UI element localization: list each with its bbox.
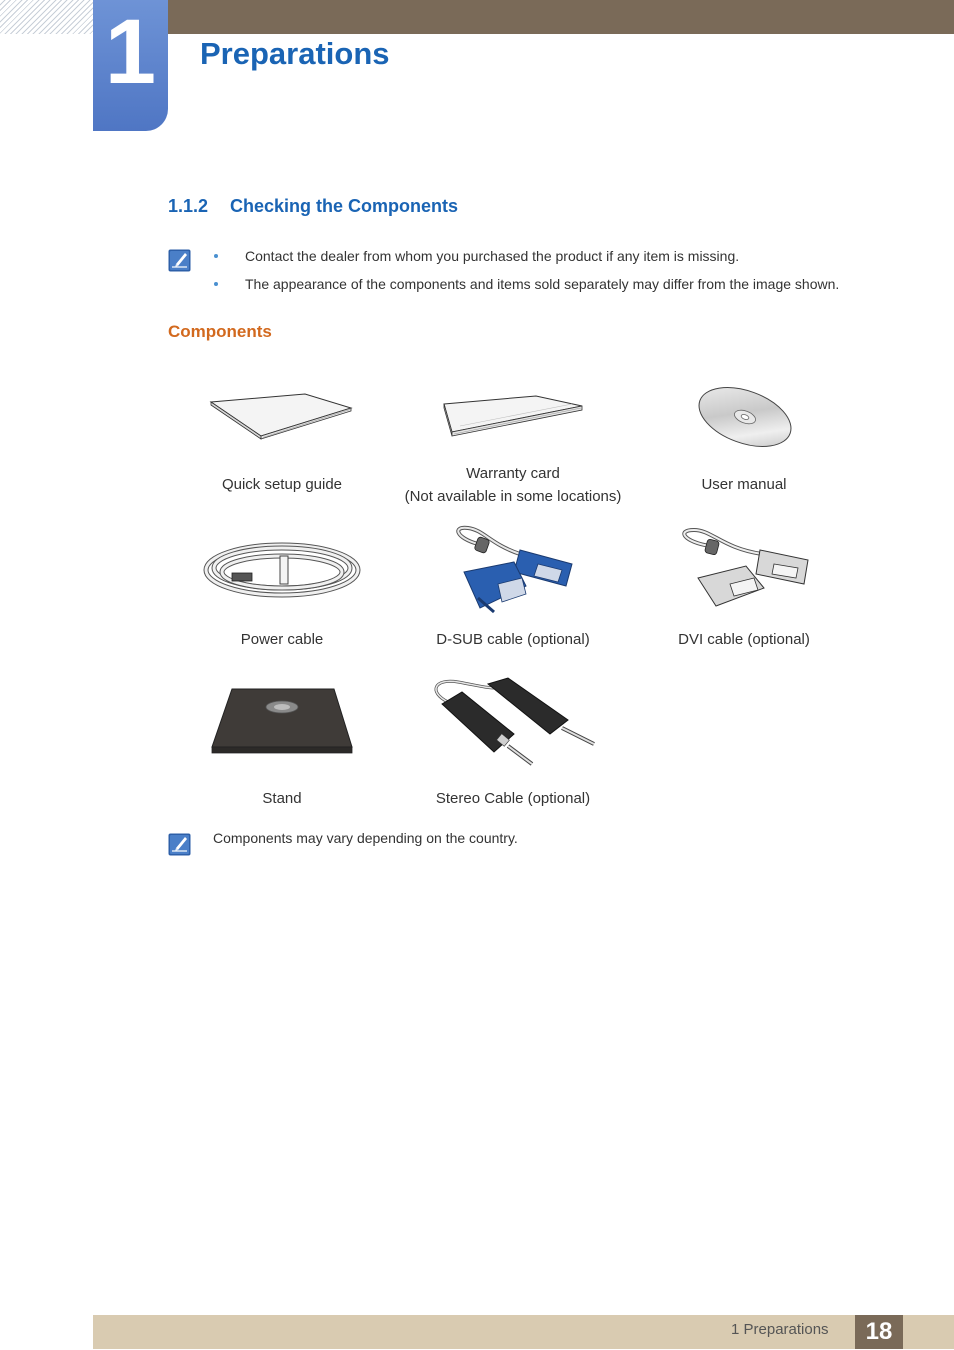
warranty-card-label-line1: Warranty card [466, 465, 560, 482]
footer-chapter-label: 1 Preparations [731, 1321, 829, 1338]
note-item [214, 274, 839, 302]
warranty-card-image [440, 392, 586, 440]
chapter-number: 1 [104, 1, 157, 103]
power-cable-image [200, 538, 364, 602]
note-icon [168, 833, 191, 856]
quick-setup-guide-image [205, 388, 357, 444]
note-list [214, 246, 839, 302]
section-heading [168, 196, 458, 217]
bullet-dot [214, 254, 218, 258]
stereo-cable-label: Stereo Cable (optional) [435, 790, 591, 807]
bullet-dot [214, 282, 218, 286]
chapter-title: Preparations [200, 36, 390, 71]
components-heading: Components [168, 322, 272, 341]
stand-label: Stand [262, 790, 302, 807]
dsub-cable-label: D-SUB cable (optional) [436, 631, 590, 648]
note-item [214, 246, 839, 274]
warranty-card-label [393, 462, 633, 508]
power-cable-label: Power cable [240, 631, 324, 648]
stereo-cable-image [428, 676, 600, 768]
header-hatch-decoration [0, 0, 93, 34]
page-number: 18 [855, 1315, 903, 1349]
note-text: Contact the dealer from whom you purchased the product if any item is missing. [245, 248, 740, 264]
dsub-cable-image [450, 524, 578, 614]
dvi-cable-image [676, 526, 812, 608]
quick-setup-guide-label: Quick setup guide [221, 476, 343, 493]
note-icon [168, 249, 191, 272]
section-title: Checking the Components [230, 196, 459, 216]
header-bar [168, 0, 954, 34]
warranty-card-label-line2: (Not available in some locations) [404, 488, 622, 505]
dvi-cable-label: DVI cable (optional) [678, 631, 810, 648]
user-manual-label: User manual [701, 476, 787, 493]
section-number: 1.1.2 [168, 196, 209, 216]
stand-image [208, 685, 356, 757]
chapter-tab [93, 0, 168, 131]
bottom-note-text: Components may vary depending on the country. [213, 830, 518, 846]
note-text: The appearance of the components and items sold separately may differ from the image shown. [245, 276, 840, 292]
user-manual-cd-image [693, 386, 797, 448]
